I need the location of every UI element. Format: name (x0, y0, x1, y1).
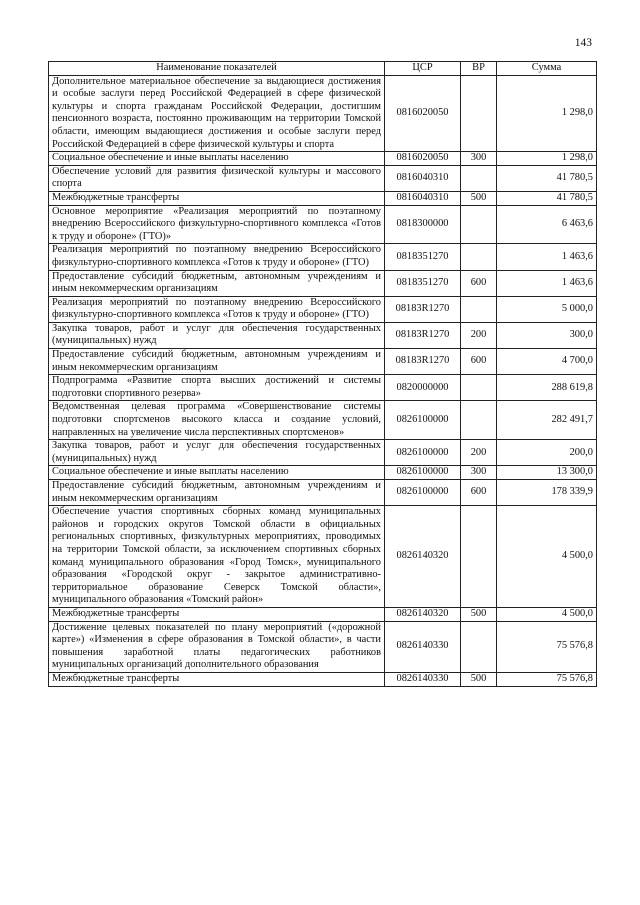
cell-sum: 1 298,0 (497, 75, 597, 152)
table-row (49, 322, 597, 348)
cell-sum: 1 298,0 (497, 152, 597, 166)
cell-csr: 0826100000 (385, 480, 461, 506)
cell-vr: 500 (461, 672, 497, 686)
cell-sum: 282 491,7 (497, 401, 597, 440)
cell-csr: 08183R1270 (385, 296, 461, 322)
table-row (49, 607, 597, 621)
table-row (49, 506, 597, 608)
cell-vr: 600 (461, 349, 497, 375)
cell-vr: 500 (461, 191, 497, 205)
cell-csr: 0818351270 (385, 270, 461, 296)
cell-sum: 1 463,6 (497, 244, 597, 270)
cell-name: Социальное обеспечение и иные выплаты населению (49, 466, 385, 480)
header-name: Наименование показателей (49, 62, 385, 76)
cell-sum: 5 000,0 (497, 296, 597, 322)
cell-csr: 0816020050 (385, 152, 461, 166)
cell-csr: 0826140330 (385, 672, 461, 686)
cell-sum: 41 780,5 (497, 165, 597, 191)
cell-vr (461, 506, 497, 608)
cell-vr: 300 (461, 152, 497, 166)
table-row (49, 349, 597, 375)
cell-csr: 08183R1270 (385, 349, 461, 375)
cell-sum: 4 700,0 (497, 349, 597, 375)
cell-csr: 0818351270 (385, 244, 461, 270)
cell-vr (461, 375, 497, 401)
cell-csr: 0826140330 (385, 621, 461, 672)
cell-name: Ведомственная целевая программа «Совершенствование системы подготовки спортсменов высокого класса и создание условий, направленных на увеличение числа перспективных спортсменов» (49, 401, 385, 440)
cell-vr (461, 296, 497, 322)
cell-vr: 200 (461, 440, 497, 466)
table-row (49, 165, 597, 191)
cell-sum: 1 463,6 (497, 270, 597, 296)
table-row (49, 480, 597, 506)
table-row (49, 440, 597, 466)
cell-name: Социальное обеспечение и иные выплаты населению (49, 152, 385, 166)
cell-vr: 600 (461, 270, 497, 296)
cell-csr: 0816040310 (385, 191, 461, 205)
cell-vr (461, 205, 497, 244)
header-sum: Сумма (497, 62, 597, 76)
cell-name: Межбюджетные трансферты (49, 607, 385, 621)
cell-name: Основное мероприятие «Реализация мероприятий по поэтапному внедрению Всероссийского физкультурно-спортивного комплекса «Готов к труду и обороне» (ГТО)» (49, 205, 385, 244)
table-row (49, 205, 597, 244)
page-number: 143 (574, 37, 592, 49)
cell-vr (461, 621, 497, 672)
table-row (49, 401, 597, 440)
cell-name: Реализация мероприятий по поэтапному внедрению Всероссийского физкультурно-спортивного комплекса «Готов к труду и обороне» (ГТО) (49, 244, 385, 270)
cell-vr: 500 (461, 607, 497, 621)
cell-name: Обеспечение условий для развития физической культуры и массового спорта (49, 165, 385, 191)
cell-name: Подпрограмма «Развитие спорта высших достижений и системы подготовки спортивного резерва» (49, 375, 385, 401)
cell-name: Реализация мероприятий по поэтапному внедрению Всероссийского физкультурно-спортивного комплекса «Готов к труду и обороне» (ГТО) (49, 296, 385, 322)
cell-csr: 0816020050 (385, 75, 461, 152)
cell-sum: 6 463,6 (497, 205, 597, 244)
header-vr: ВР (461, 62, 497, 76)
cell-sum: 300,0 (497, 322, 597, 348)
cell-vr (461, 401, 497, 440)
cell-name: Закупка товаров, работ и услуг для обеспечения государственных (муниципальных) нужд (49, 440, 385, 466)
cell-sum: 288 619,8 (497, 375, 597, 401)
cell-csr: 0826100000 (385, 401, 461, 440)
cell-vr (461, 165, 497, 191)
cell-sum: 75 576,8 (497, 621, 597, 672)
cell-name: Предоставление субсидий бюджетным, автономным учреждениям и иным некоммерческим организациям (49, 480, 385, 506)
cell-name: Межбюджетные трансферты (49, 191, 385, 205)
cell-csr: 0826140320 (385, 607, 461, 621)
cell-vr (461, 75, 497, 152)
table-row (49, 75, 597, 152)
cell-vr (461, 244, 497, 270)
table-row (49, 191, 597, 205)
table-header-row (49, 62, 597, 76)
table-row (49, 621, 597, 672)
table-row (49, 244, 597, 270)
table-row (49, 466, 597, 480)
cell-vr: 600 (461, 480, 497, 506)
cell-name: Предоставление субсидий бюджетным, автономным учреждениям и иным некоммерческим организациям (49, 349, 385, 375)
cell-name: Межбюджетные трансферты (49, 672, 385, 686)
cell-csr: 0818300000 (385, 205, 461, 244)
cell-name: Закупка товаров, работ и услуг для обеспечения государственных (муниципальных) нужд (49, 322, 385, 348)
cell-csr: 0826100000 (385, 466, 461, 480)
table-row (49, 375, 597, 401)
cell-name: Достижение целевых показателей по плану мероприятий («дорожной карте») «Изменения в сфере образования в Томской области», в части повышения заработной платы педагогических работников муниципальных организаций дополнительного образования (49, 621, 385, 672)
cell-sum: 13 300,0 (497, 466, 597, 480)
cell-sum: 4 500,0 (497, 607, 597, 621)
header-csr: ЦСР (385, 62, 461, 76)
cell-sum: 75 576,8 (497, 672, 597, 686)
table-row (49, 152, 597, 166)
cell-sum: 41 780,5 (497, 191, 597, 205)
cell-csr: 0816040310 (385, 165, 461, 191)
budget-table (48, 61, 597, 687)
cell-csr: 08183R1270 (385, 322, 461, 348)
table-row (49, 270, 597, 296)
table-row (49, 672, 597, 686)
cell-vr: 200 (461, 322, 497, 348)
cell-csr: 0826140320 (385, 506, 461, 608)
table-row (49, 296, 597, 322)
cell-name: Дополнительное материальное обеспечение за выдающиеся достижения и особые заслуги перед Российской Федерацией в сфере физической культуры и спорта гражданам Российской Федерации, достигшим пенсионного возраста, постоянно проживающим на территории Томской области, имеющим выдающиеся достижения и особые заслуги перед Российской Федерацией в сфере физической культуры и спорта (49, 75, 385, 152)
cell-csr: 0820000000 (385, 375, 461, 401)
cell-name: Предоставление субсидий бюджетным, автономным учреждениям и иным некоммерческим организациям (49, 270, 385, 296)
cell-name: Обеспечение участия спортивных сборных команд муниципальных районов и городских округов Томской области в официальных региональных спортивных, физкультурных мероприятиях, проводимых на территории Томской области, за исключением спортивных сборных команд муниципального образования «Город Томск», муниципального образования «Городской округ - закрытое административно-территориальное образование Северск Томской области», муниципального образования «Томский район» (49, 506, 385, 608)
cell-sum: 200,0 (497, 440, 597, 466)
cell-csr: 0826100000 (385, 440, 461, 466)
cell-sum: 4 500,0 (497, 506, 597, 608)
cell-vr: 300 (461, 466, 497, 480)
cell-sum: 178 339,9 (497, 480, 597, 506)
